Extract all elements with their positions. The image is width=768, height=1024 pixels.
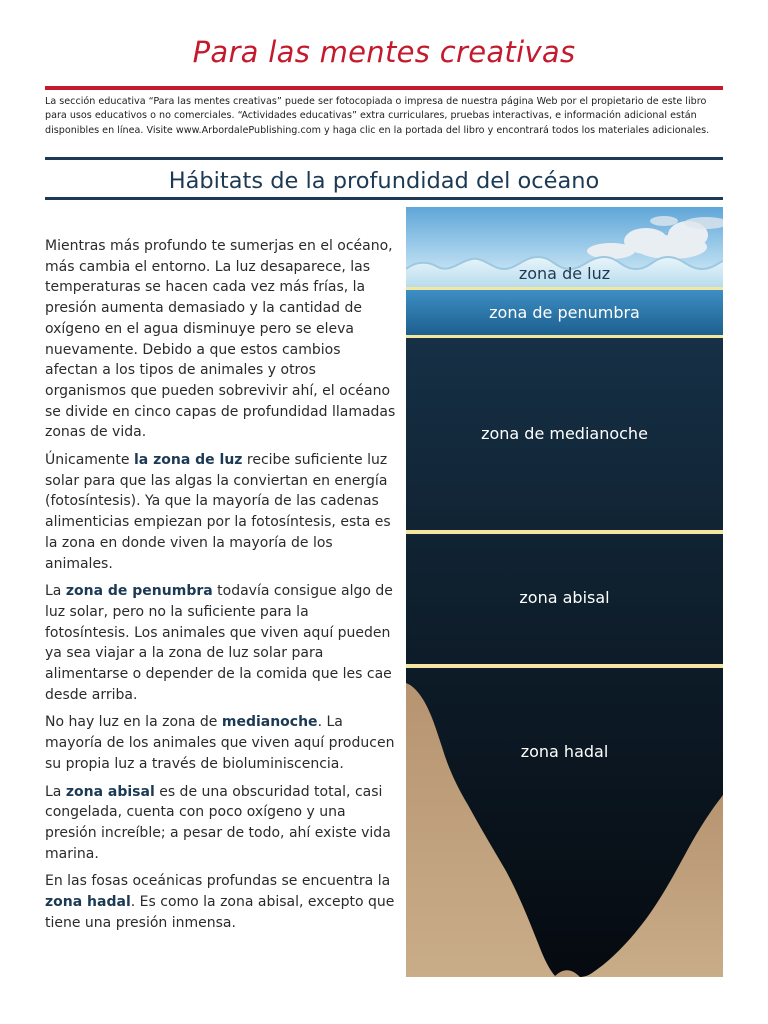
label-zona-luz: zona de luz bbox=[518, 264, 611, 283]
paragraph-medianoche: No hay luz en la zona de medianoche. La mayoría de los animales que viven aquí producen su propia luz a través de bioluminiscencia. bbox=[45, 714, 395, 772]
article-body bbox=[45, 236, 397, 941]
copyright-notice: La sección educativa “Para las mentes creativas” puede ser fotocopiada o impresa de nuestra página Web por el propietario de este libro para usos educativos o no comerciales. “Actividades educativas” extra curriculares, pruebas interactivas, e información adicional están disponibles en línea. Visite www.ArbordalePublishing.com y haga clic en la portada del libro y encontrará todos los materiales adicionales. bbox=[45, 96, 710, 136]
zone-divider bbox=[406, 530, 723, 534]
paragraph-zona-luz: Únicamente la zona de luz recibe suficiente luz solar para que las algas la conviertan en energía (fotosíntesis). Ya que la mayoría de las cadenas alimenticias empiezan por la fotosíntesis, esta es la zona en donde viven la mayoría de los animales. bbox=[45, 452, 391, 572]
label-zona-medianoche: zona de medianoche bbox=[481, 424, 648, 443]
label-zona-abisal: zona abisal bbox=[519, 588, 610, 607]
section-divider bbox=[45, 197, 723, 200]
paragraph-zona-hadal: En las fosas oceánicas profundas se encuentra la zona hadal. Es como la zona abisal, excepto que tiene una presión inmensa. bbox=[45, 873, 395, 931]
notice-divider bbox=[45, 157, 723, 160]
term-zona-penumbra: zona de penumbra bbox=[65, 583, 213, 600]
zone-divider bbox=[406, 335, 723, 338]
section-title: Hábitats de la profundidad del océano bbox=[168, 168, 600, 194]
zone-divider bbox=[406, 664, 723, 668]
paragraph-zona-penumbra: La zona de penumbra todavía consigue algo de luz solar, pero no la suficiente para la fotosíntesis. Los animales que viven aquí pueden ya sea viajar a la zona de luz solar para alimentarse o depender de la comida que les cae desde arriba. bbox=[45, 583, 393, 703]
zone-divider bbox=[406, 287, 723, 290]
term-zona-hadal: zona hadal bbox=[45, 894, 131, 911]
term-medianoche: medianoche bbox=[221, 714, 318, 731]
ocean-zones-diagram bbox=[406, 207, 723, 977]
paragraph-zona-abisal: La zona abisal es de una obscuridad total, casi congelada, cuenta con poco oxígeno y una presión increíble; a pesar de todo, ahí existe vida marina. bbox=[45, 783, 391, 862]
label-zona-hadal: zona hadal bbox=[520, 742, 609, 761]
term-zona-luz: la zona de luz bbox=[133, 452, 243, 469]
page-title: Para las mentes creativas bbox=[192, 35, 576, 69]
label-zona-penumbra: zona de penumbra bbox=[489, 303, 640, 322]
title-divider bbox=[45, 86, 723, 90]
term-zona-abisal: zona abisal bbox=[65, 783, 155, 800]
paragraph-intro: Mientras más profundo te sumerjas en el océano, más cambia el entorno. La luz desaparece, las temperaturas se hacen cada vez más frías, la presión aumenta demasiado y la cantidad de oxígeno en el agua disminuye pero se eleva nuevamente. Debido a que estos cambios afectan a los tipos de animales y otros organismos que pueden sobrevivir ahí, el océano se divide en cinco capas de profundidad llamadas zonas de vida. bbox=[45, 238, 396, 441]
